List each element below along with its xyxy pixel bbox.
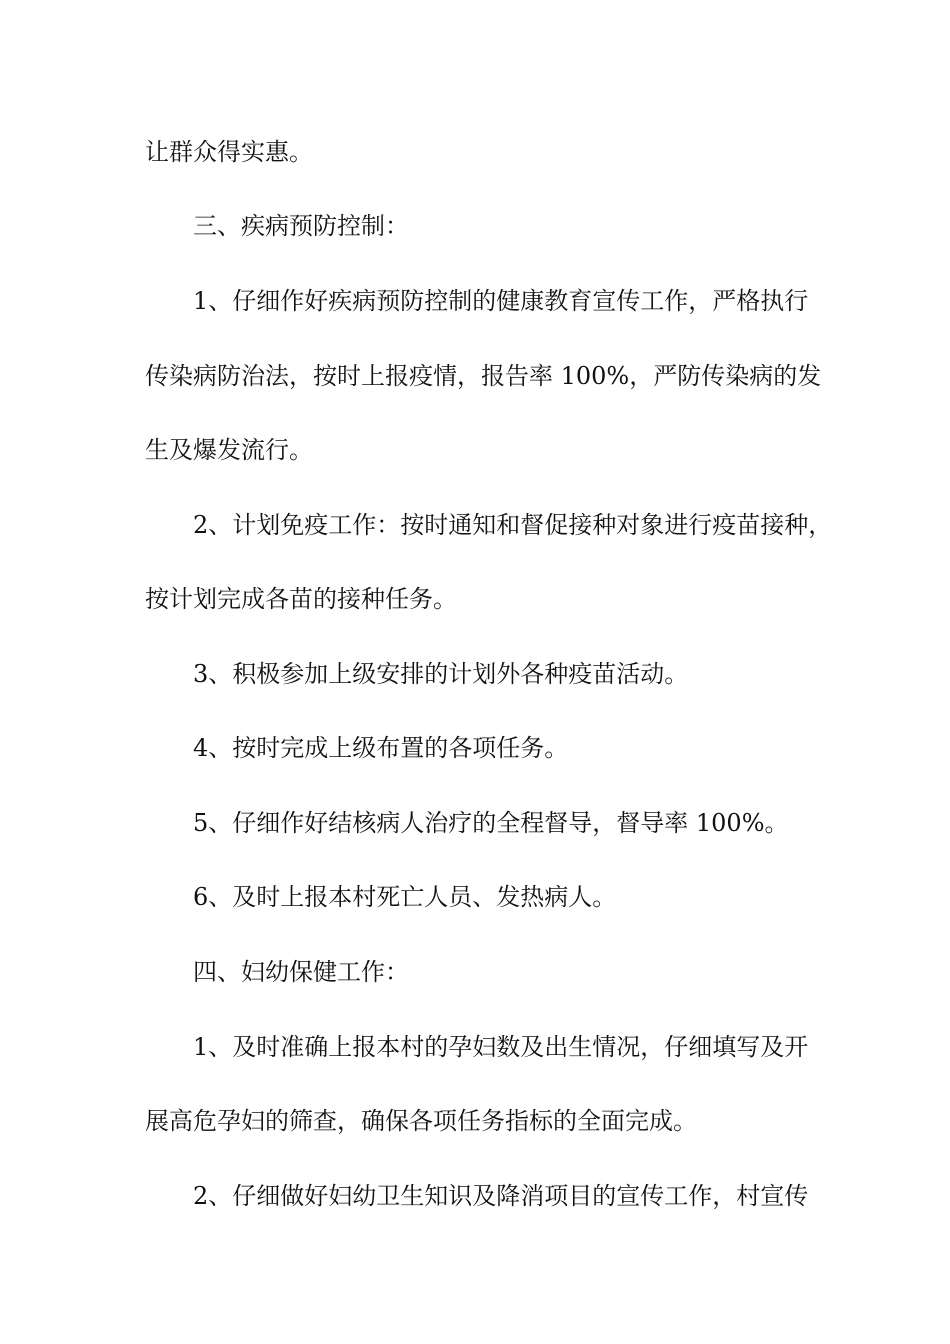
section-heading: 三、疾病预防控制： bbox=[193, 212, 409, 240]
list-item: 5、仔细作好结核病人治疗的全程督导，督导率 100%。 bbox=[193, 809, 789, 837]
list-item: 1、仔细作好疾病预防控制的健康教育宣传工作，严格执行 bbox=[193, 287, 809, 315]
list-item: 2、仔细做好妇幼卫生知识及降消项目的宣传工作，村宣传 bbox=[193, 1182, 809, 1210]
section-heading: 四、妇幼保健工作： bbox=[193, 958, 409, 986]
paragraph-line: 让群众得实惠。 bbox=[145, 138, 313, 166]
list-item: 3、积极参加上级安排的计划外各种疫苗活动。 bbox=[193, 660, 689, 688]
list-item: 4、按时完成上级布置的各项任务。 bbox=[193, 734, 569, 762]
paragraph-line: 展高危孕妇的筛查，确保各项任务指标的全面完成。 bbox=[145, 1107, 697, 1135]
list-item: 1、及时准确上报本村的孕妇数及出生情况，仔细填写及开 bbox=[193, 1033, 809, 1061]
paragraph-line: 传染病防治法，按时上报疫情，报告率 100%，严防传染病的发 bbox=[145, 362, 822, 390]
paragraph-line: 按计划完成各苗的接种任务。 bbox=[145, 585, 457, 613]
list-item: 2、计划免疫工作：按时通知和督促接种对象进行疫苗接种， bbox=[193, 511, 833, 539]
list-item: 6、及时上报本村死亡人员、发热病人。 bbox=[193, 883, 617, 911]
paragraph-line: 生及爆发流行。 bbox=[145, 436, 313, 464]
